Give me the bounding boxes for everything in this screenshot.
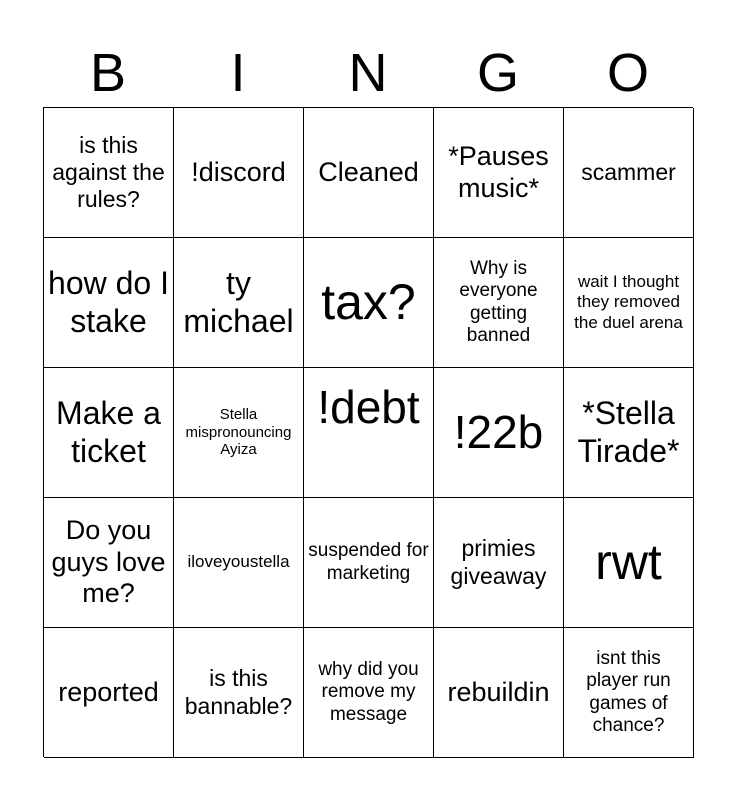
bingo-cell-r3-c4[interactable] bbox=[434, 368, 564, 498]
cell-text: is this bannable? bbox=[184, 665, 293, 719]
cell-text: iloveyoustella bbox=[187, 552, 290, 572]
header-letter-i: I bbox=[230, 43, 246, 103]
cell-text: Cleaned bbox=[318, 156, 419, 187]
bingo-card bbox=[43, 107, 693, 757]
bingo-cell-r1-c4[interactable] bbox=[434, 108, 564, 238]
cell-text: isnt this player run games of chance? bbox=[586, 647, 671, 736]
bingo-cell-r5-c2[interactable] bbox=[174, 628, 304, 758]
cell-text: why did you remove my message bbox=[318, 658, 419, 725]
cell-text: ty michael bbox=[183, 264, 294, 339]
cell-text: suspended for marketing bbox=[308, 540, 429, 584]
cell-text: reported bbox=[58, 676, 159, 707]
cell-text: !22b bbox=[453, 406, 544, 459]
bingo-cell-r3-c3[interactable] bbox=[304, 368, 434, 498]
cell-text: tax? bbox=[321, 274, 416, 330]
header-letter-b: B bbox=[89, 43, 127, 103]
bingo-header bbox=[43, 40, 693, 106]
cell-text: is this against the rules? bbox=[52, 131, 165, 213]
bingo-cell-r4-c3[interactable] bbox=[304, 498, 434, 628]
cell-text: Make a ticket bbox=[56, 394, 161, 469]
cell-text: wait I thought they removed the duel arena bbox=[574, 272, 683, 332]
cell-text: Stella mispronouncing Ayiza bbox=[185, 405, 292, 459]
bingo-cell-r5-c3[interactable] bbox=[304, 628, 434, 758]
bingo-cell-r4-c2[interactable] bbox=[174, 498, 304, 628]
bingo-cell-r2-c4[interactable] bbox=[434, 238, 564, 368]
bingo-cell-r4-c5[interactable] bbox=[564, 498, 694, 628]
cell-text: scammer bbox=[581, 158, 676, 185]
bingo-cell-r1-c2[interactable] bbox=[174, 108, 304, 238]
bingo-cell-r4-c4[interactable] bbox=[434, 498, 564, 628]
bingo-cell-r4-c1[interactable] bbox=[44, 498, 174, 628]
cell-text: primies giveaway bbox=[450, 535, 547, 589]
bingo-cell-r3-c5[interactable] bbox=[564, 368, 694, 498]
bingo-cell-r5-c5[interactable] bbox=[564, 628, 694, 758]
cell-text: !discord bbox=[191, 156, 286, 187]
header-letter-g: G bbox=[476, 43, 519, 103]
cell-text: rebuildin bbox=[447, 676, 550, 707]
bingo-cell-r3-c2[interactable] bbox=[174, 368, 304, 498]
bingo-cell-r2-c1[interactable] bbox=[44, 238, 174, 368]
bingo-cell-r3-c1[interactable] bbox=[44, 368, 174, 498]
bingo-cell-r1-c1[interactable] bbox=[44, 108, 174, 238]
cell-text: how do I stake bbox=[48, 264, 169, 339]
bingo-cell-r5-c1[interactable] bbox=[44, 628, 174, 758]
bingo-cell-r5-c4[interactable] bbox=[434, 628, 564, 758]
bingo-cell-r2-c3[interactable] bbox=[304, 238, 434, 368]
cell-text: *Stella Tirade* bbox=[577, 394, 680, 469]
cell-text: !debt bbox=[317, 381, 420, 433]
cell-text: rwt bbox=[595, 534, 662, 590]
cell-text: *Pauses music* bbox=[448, 140, 549, 203]
bingo-cell-r2-c5[interactable] bbox=[564, 238, 694, 368]
bingo-cell-r1-c3[interactable] bbox=[304, 108, 434, 238]
bingo-cell-r2-c2[interactable] bbox=[174, 238, 304, 368]
header-letter-o: O bbox=[606, 43, 649, 103]
bingo-cell-r1-c5[interactable] bbox=[564, 108, 694, 238]
cell-text: Do you guys love me? bbox=[51, 514, 166, 609]
cell-text: Why is everyone getting banned bbox=[459, 257, 538, 346]
header-letter-n: N bbox=[348, 43, 388, 103]
